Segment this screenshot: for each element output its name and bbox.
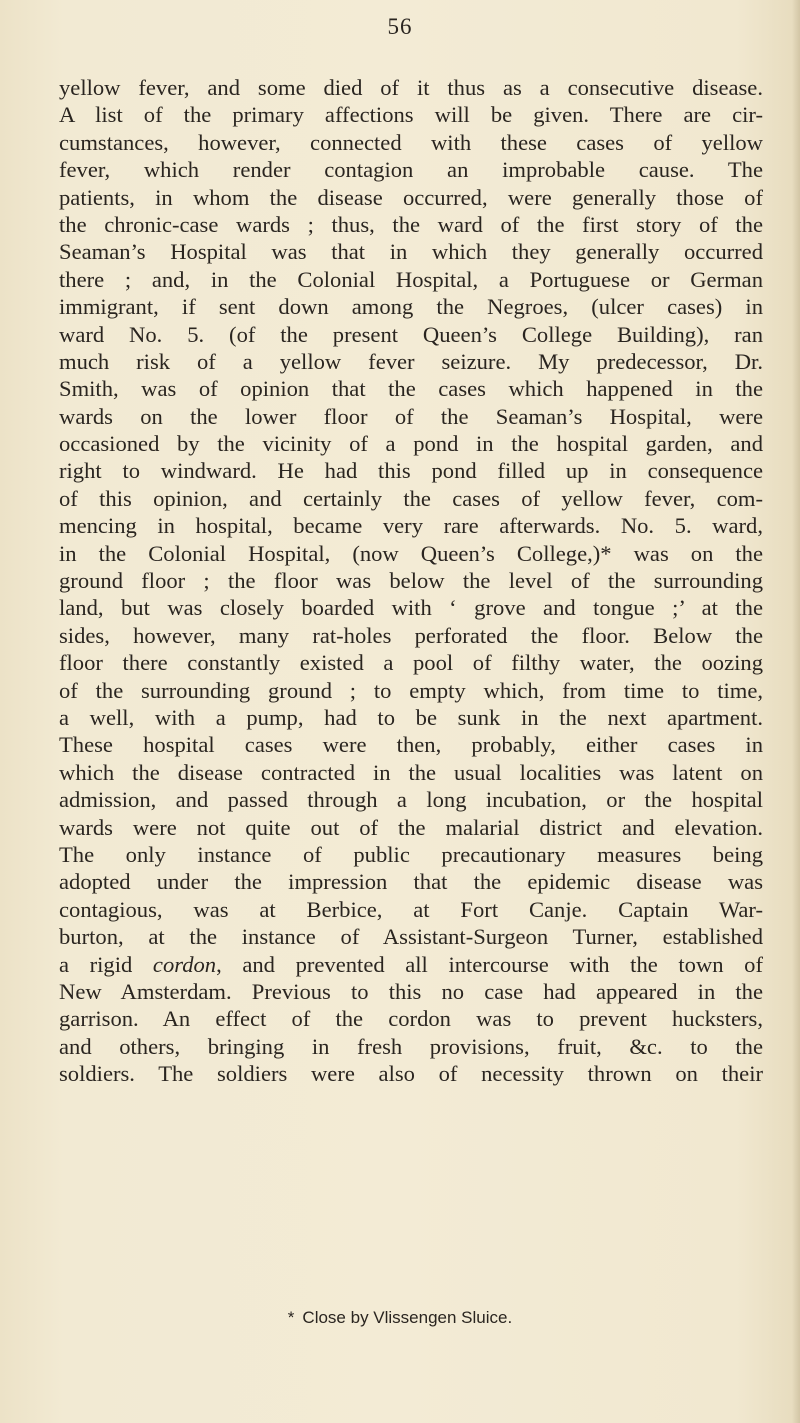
text-line: Seaman’s Hospital was that in which they generally occurred xyxy=(59,239,763,265)
text-line: much risk of a yellow fever seizure. My predecessor, Dr. xyxy=(59,348,763,374)
text-line: wards on the lower floor of the Seaman’s Hospital, were xyxy=(59,403,763,429)
text-line: New Amsterdam. Previous to this no case had appeared in the xyxy=(59,978,763,1004)
text-line: soldiers. The soldiers were also of necessity thrown on their xyxy=(59,1061,763,1087)
text-line: floor there constantly existed a pool of filthy water, the oozing xyxy=(59,650,763,676)
text-line: fever, which render contagion an improbable cause. The xyxy=(59,157,763,183)
text-line: which the disease contracted in the usual localities was latent on xyxy=(59,759,763,785)
body-text xyxy=(59,74,763,1087)
footnote-text: Close by Vlissengen Sluice. xyxy=(302,1308,513,1327)
text-line: land, but was closely boarded with ‘ grove and tongue ;’ at the xyxy=(59,595,763,621)
page-number: 56 xyxy=(387,14,413,39)
text-line: adopted under the impression that the epidemic disease was xyxy=(59,869,763,895)
page-edge-shadow xyxy=(792,0,800,1423)
text-line: A list of the primary affections will be given. There are cir- xyxy=(59,102,763,128)
footnote-mark: * xyxy=(287,1308,295,1327)
text-line: there ; and, in the Colonial Hospital, a Portuguese or German xyxy=(59,266,763,292)
text-line: occasioned by the vicinity of a pond in the hospital garden, and xyxy=(59,431,763,457)
text-line: right to windward. He had this pond filled up in consequence xyxy=(59,458,763,484)
text-line: These hospital cases were then, probably, either cases in xyxy=(59,732,763,758)
text-line: immigrant, if sent down among the Negroes, (ulcer cases) in xyxy=(59,294,763,320)
text-line: ground floor ; the floor was below the level of the surrounding xyxy=(59,568,763,594)
text-line: burton, at the instance of Assistant-Surgeon Turner, established xyxy=(59,924,763,950)
text-line: Smith, was of opinion that the cases which happened in the xyxy=(59,376,763,402)
text-line: yellow fever, and some died of it thus as a consecutive disease. xyxy=(59,75,763,100)
text-line: The only instance of public precautionary measures being xyxy=(59,841,763,867)
text-line: admission, and passed through a long incubation, or the hospital xyxy=(59,787,763,813)
text-line: of this opinion, and certainly the cases of yellow fever, com- xyxy=(59,485,763,511)
text-line: of the surrounding ground ; to empty which, from time to time, xyxy=(59,677,763,703)
text-line: patients, in whom the disease occurred, were generally those of xyxy=(59,184,763,210)
text-line: the chronic-case wards ; thus, the ward of the first story of the xyxy=(59,211,763,237)
text-line: a rigid cordon, and prevented all intercourse with the town of xyxy=(59,951,763,977)
footnote xyxy=(0,1308,800,1328)
text-line: and others, bringing in fresh provisions, fruit, &c. to the xyxy=(59,1033,763,1059)
text-line: wards were not quite out of the malarial district and elevation. xyxy=(59,814,763,840)
text-line: contagious, was at Berbice, at Fort Canje. Captain War- xyxy=(59,896,763,922)
text-line: garrison. An effect of the cordon was to prevent hucksters, xyxy=(59,1006,763,1032)
text-line: ward No. 5. (of the present Queen’s College Building), ran xyxy=(59,321,763,347)
text-line: cumstances, however, connected with these cases of yellow xyxy=(59,129,763,155)
italic-word: cordon xyxy=(152,951,217,977)
text-line: mencing in hospital, became very rare afterwards. No. 5. ward, xyxy=(59,513,763,539)
text-line: in the Colonial Hospital, (now Queen’s College,)* was on the xyxy=(59,540,763,566)
text-line: a well, with a pump, had to be sunk in the next apartment. xyxy=(59,704,763,730)
text-line: sides, however, many rat-holes perforated the floor. Below the xyxy=(59,622,763,648)
